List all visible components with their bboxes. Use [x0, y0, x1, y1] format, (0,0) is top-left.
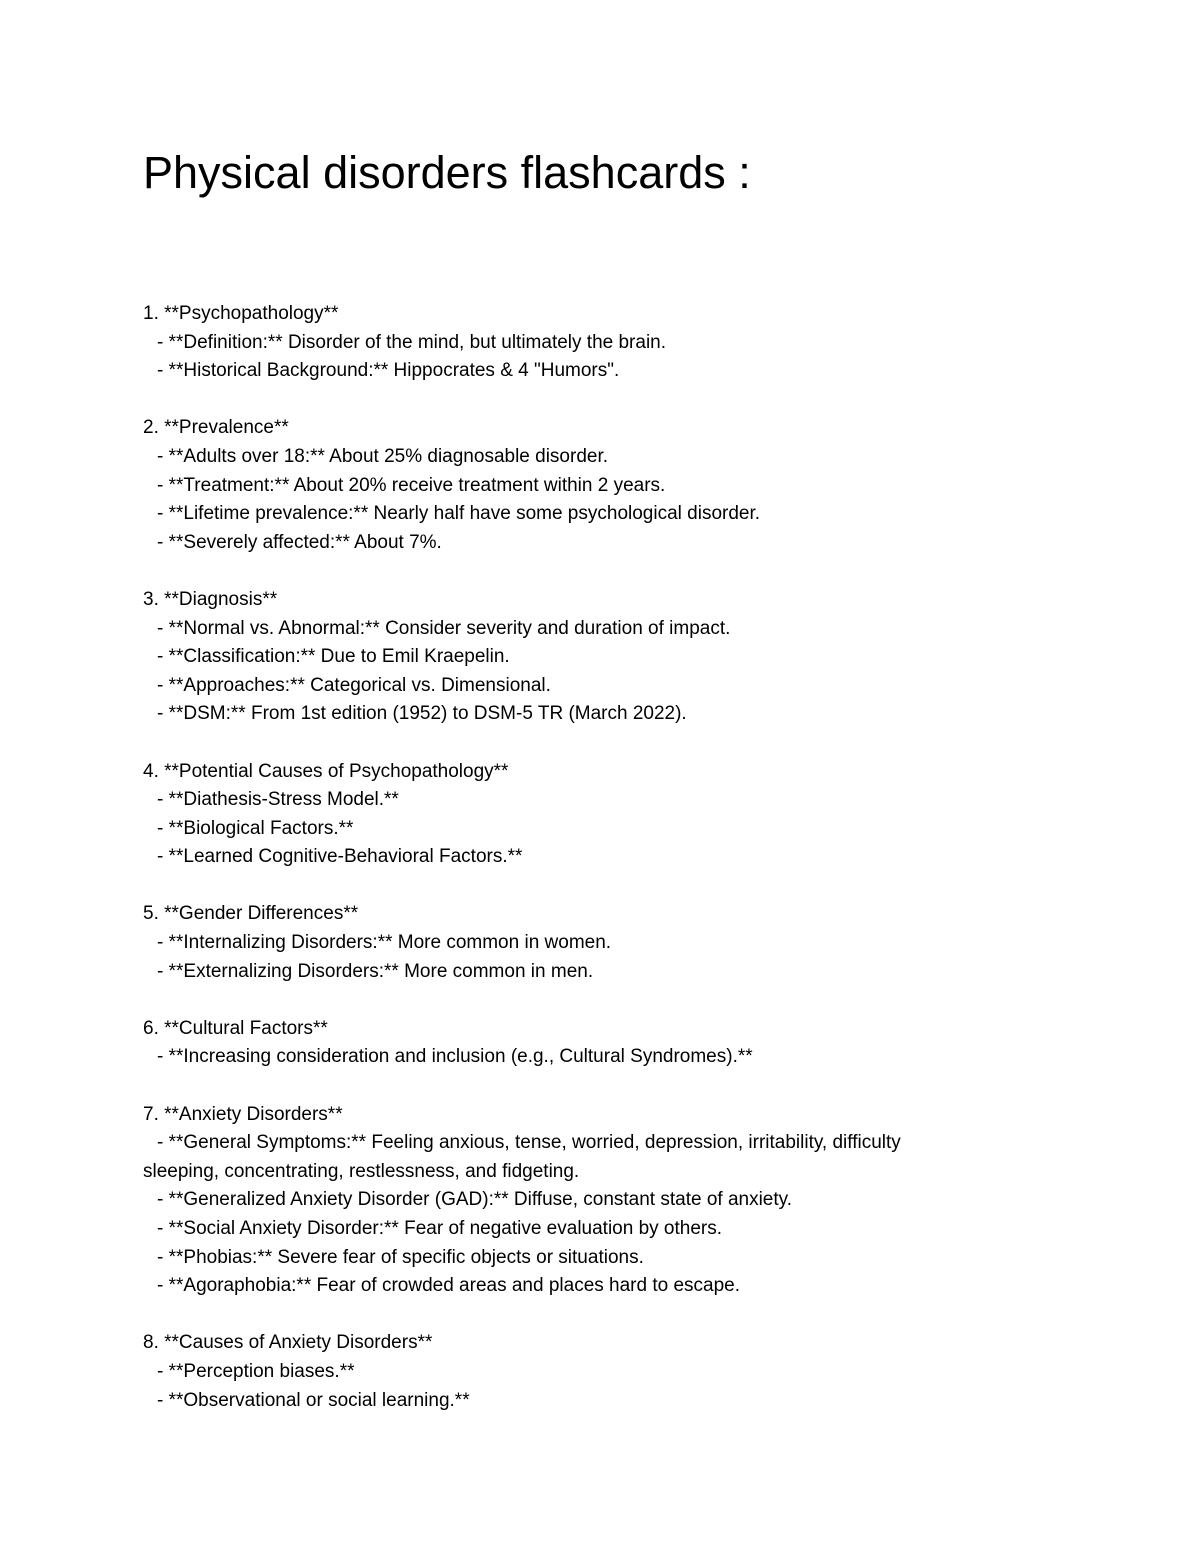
section-heading: 8. **Causes of Anxiety Disorders** [143, 1332, 433, 1354]
section-anxiety-disorders [143, 1101, 1023, 1301]
section-prevalence [143, 414, 1023, 557]
section-cultural-factors [143, 1015, 1023, 1072]
list-item: - **Severely affected:** About 7%. [157, 531, 442, 553]
list-item: - **Agoraphobia:** Fear of crowded areas and places hard to escape. [157, 1275, 741, 1297]
section-diagnosis [143, 586, 1023, 729]
list-item: - **Generalized Anxiety Disorder (GAD):** Diffuse, constant state of anxiety. [157, 1189, 793, 1211]
section-psychopathology [143, 300, 1023, 386]
section-heading: 5. **Gender Differences** [143, 903, 359, 925]
section-heading: 1. **Psychopathology** [143, 303, 339, 324]
list-item: - **Lifetime prevalence:** Nearly half have some psychological disorder. [157, 503, 761, 525]
section-heading: 3. **Diagnosis** [143, 588, 278, 610]
list-item: - **Adults over 18:** About 25% diagnosable disorder. [157, 445, 609, 467]
list-item: - **Classification:** Due to Emil Kraepelin. [157, 646, 510, 668]
list-item: - **Externalizing Disorders:** More common in men. [157, 960, 594, 982]
list-item: - **Diathesis-Stress Model.** [157, 789, 399, 811]
list-item: - **Normal vs. Abnormal:** Consider severity and duration of impact. [157, 617, 731, 639]
section-heading: 4. **Potential Causes of Psychopathology** [143, 760, 509, 782]
section-heading: 7. **Anxiety Disorders** [143, 1103, 343, 1125]
section-gender-differences [143, 900, 1023, 986]
list-item: - **Treatment:** About 20% receive treatment within 2 years. [157, 474, 666, 496]
section-causes-of-anxiety [143, 1329, 1023, 1415]
list-item-continuation: sleeping, concentrating, restlessness, and fidgeting. [143, 1160, 580, 1182]
list-item: - **Increasing consideration and inclusion (e.g., Cultural Syndromes).** [157, 1046, 753, 1068]
section-potential-causes [143, 758, 1023, 872]
list-item: - **General Symptoms:** Feeling anxious, tense, worried, depression, irritability, difficulty [157, 1132, 901, 1154]
section-heading: 2. **Prevalence** [143, 417, 289, 439]
list-item: - **Phobias:** Severe fear of specific objects or situations. [157, 1246, 644, 1268]
page-title: Physical disorders flashcards : [143, 147, 751, 198]
list-item: - **Biological Factors.** [157, 817, 354, 839]
list-item: - **Approaches:** Categorical vs. Dimensional. [157, 674, 551, 696]
list-item: - **Definition:** Disorder of the mind, but ultimately the brain. [157, 331, 667, 353]
list-item: - **Observational or social learning.** [157, 1389, 470, 1411]
list-item: - **Perception biases.** [157, 1360, 355, 1382]
list-item: - **Learned Cognitive-Behavioral Factors.** [157, 846, 523, 868]
list-item: - **DSM:** From 1st edition (1952) to DSM-5 TR (March 2022). [157, 703, 687, 725]
section-heading: 6. **Cultural Factors** [143, 1017, 328, 1039]
flashcard-list [143, 300, 1023, 1444]
list-item: - **Internalizing Disorders:** More common in women. [157, 932, 612, 954]
list-item: - **Social Anxiety Disorder:** Fear of negative evaluation by others. [157, 1218, 723, 1239]
list-item: - **Historical Background:** Hippocrates & 4 "Humors". [157, 360, 620, 382]
